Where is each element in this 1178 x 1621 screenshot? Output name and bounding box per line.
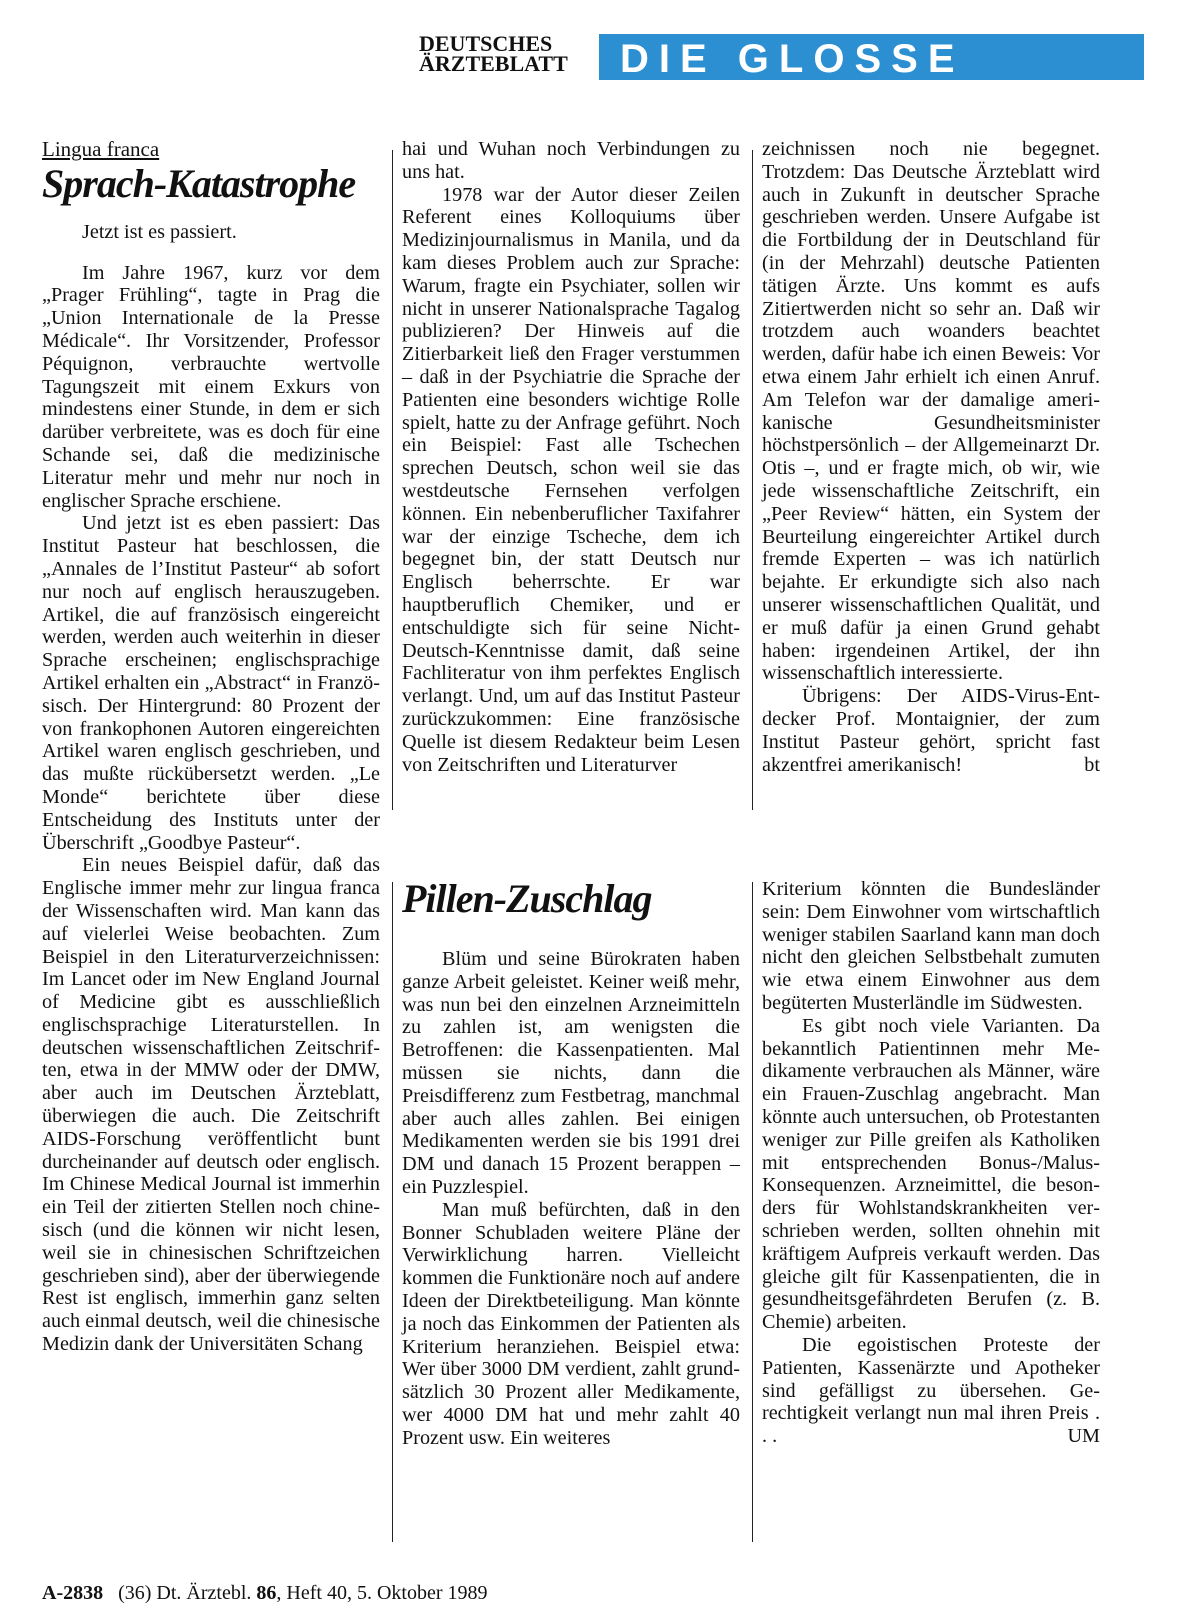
article1-paragraph: Und jetzt ist es eben passiert: Das Institut Pasteur hat beschlossen, die „Annales de l’Institut Pasteur“ ab sofort nur noch auf englisch herauszugeben. Artikel, die auf französisch eingereicht werden, werden auch weiterhin in dieser Sprache erscheinen; englischsprachige Artikel erhalten ein „Abstract“ in Französisch. Der Hintergrund: 80 Prozent der von frankophonen Autoren eingereichten Artikel waren englisch geschrieben, und das mußte rückübersetzt werden. „Le Monde“ berichtete über diese Entscheidung des Instituts unter der Überschrift „Goodbye Pasteur“. <box>42 512 380 854</box>
brand-line-1: DEUTSCHES <box>419 31 553 56</box>
volume-number: 86 <box>256 1582 277 1604</box>
section-title: DIE GLOSSE <box>620 37 965 81</box>
article2-column-2 <box>402 876 740 1450</box>
article1-paragraph: hai und Wuhan noch Verbindungen zu uns hat. <box>402 138 740 183</box>
article1-paragraph: Im Jahre 1967, kurz vor dem „Prager Frühling“, tagte in Prag die „Union Internationale de la Presse Médicale“. Ihr Vorsitzender, Professor Péquignon, verbrauchte wertvolle Tagungszeit mit einem Exkurs von mindestens einer Stunde, in dem er sich darüber verbreitete, was es doch für eine Schande sei, daß die medizinische Literatur mehr und mehr nur noch in englischer Sprache erschiene. <box>42 261 380 512</box>
article2-paragraph: Kriterium könnten die Bundesländer sein: Dem Einwohner vom wirtschaftlich weniger stabilen Saarland kann man doch nicht den gleichen Selbstbehalt zumuten wie etwa einem Einwohner aus dem begüterten Musterländle im Südwesten. <box>762 878 1100 1014</box>
article1-paragraph: zeichnissen noch nie begegnet. Trotzdem: Das Deutsche Ärzteblatt wird auch in Zukunft in deutscher Sprache geschrieben werden. Unsere Aufgabe ist die Fortbildung der in Deutschland für (in der Mehrzahl) deutsche Patienten tätigen Ärzte. Uns kommt es aufs Zitiertwerden nicht so sehr an. Daß wir trotzdem auch woanders beachtet werden, dafür habe ich einen Beweis: Vor etwa einem Jahr erhielt ich einen Anruf. Am Telefon war der damalige amerikanische Gesundheitsminister höchstpersönlich – der Allgemeinarzt Dr. Otis –, und er fragte mich, ob wir, wie jede wissenschaftliche Zeitschrift, ein „Peer Review“ hätten, ein System der Beurteilung eingereichter Artikel durch fremde Experten – was ich natürlich bejahte. Er erkundigte sich also nach unserer wissenschaftlichen Qualität, und er muß dafür ja einen Grund gehabt haben: irgendeinen Artikel, der ihn wissenschaftlich interessierte. <box>762 138 1100 685</box>
article1-kicker: Lingua franca <box>42 137 160 161</box>
article1-column-2 <box>402 138 740 776</box>
article1-signature: bt <box>1084 753 1100 776</box>
issue-info: (36) Dt. Ärztebl. <box>118 1582 257 1604</box>
article1-lead: Jetzt ist es passiert. <box>82 220 237 243</box>
article1-paragraph: 1978 war der Autor dieser Zeilen Referent eines Kolloquiums über Medizinjournalismus in Manila, und da kam dieses Problem auch zur Sprache: Warum, fragte ein Psychiater, sollen wir nicht in unserer Nationalsprache Tagalog publizieren? Der Hinweis auf die Zitierbarkeit ließ den Frager verstummen – daß in der Psychiatrie die Sprache der Patienten eine besonders wichtige Rolle spielt, hatte zu der Anfrage geführt. Noch ein Beispiel: Fast alle Tschechen sprechen Deutsch, schon weil sie das westdeutsche Fernsehen verfolgen können. Ein nebenberuflicher Taxifahrer war der einzige Tscheche, dem ich begegnet bin, der statt Deutsch nur Englisch beherrschte. Er war hauptberuflich Chemiker, und er entschuldigte sich für seine Nicht-Deutsch-Kenntnisse damit, daß seine Fachliteratur von ihm perfektes Englisch verlangt. Und, um auf das Institut Pasteur zurückzukommen: Eine französische Quelle ist diesem Redakteur beim Lesen von Zeitschriften und Literaturver <box>402 183 740 776</box>
article2-paragraph: Blüm und seine Bürokraten haben ganze Arbeit geleistet. Keiner weiß mehr, was nun bei den einzelnen Arzneimitteln zu zahlen ist, am wenigsten die Betroffenen: die Kassenpatienten. Mal müssen sie nichts, dann die Preisdifferenz zum Festbetrag, manchmal aber auch alles zahlen. Bei einigen Medikamenten werden sie bis 1991 drei DM und danach 15 Prozent berappen – ein Puzzlespiel. <box>402 948 740 1198</box>
column-rule-1 <box>392 150 393 810</box>
section-banner <box>599 34 1144 80</box>
article2-paragraph: Die egoistischen Proteste der Patienten, Kassenärzte und Apotheker sind gefälligst zu übersehen. Gerechtigkeit verlangt nun mal ihren Preis . . . <box>762 1333 1100 1448</box>
page-number: A-2838 <box>42 1582 104 1604</box>
journal-logo <box>419 31 596 76</box>
column-rule-3 <box>392 882 393 1542</box>
article2-title: Pillen-Zuschlag <box>402 876 652 921</box>
brand-line-2: ÄRZTEBLATT <box>419 51 568 76</box>
article2-signature: UM <box>1067 1425 1100 1448</box>
column-rule-2 <box>752 150 753 810</box>
article2-paragraph: Es gibt noch viele Varianten. Da bekanntlich Patientinnen mehr Medikamente verbrauchen als Männer, wäre ein Frauen-Zuschlag angebracht. Man könnte auch untersuchen, ob Protestanten weniger zur Pille greifen als Katholiken mit entsprechenden Bonus-/Malus-Konsequenzen. Arzneimittel, die besonders für Wohlstandskrankheiten verschrieben werden, sollten ohnehin mit kräftigem Aufpreis verkauft werden. Das gleiche gilt für Kassenpatienten, die in gesundheitsgefährdeten Berufen (z. B. Chemie) arbeiten. <box>762 1014 1100 1334</box>
article1-last-paragraph <box>762 685 1100 776</box>
page-footer <box>42 1582 487 1605</box>
article2-paragraph: Man muß befürchten, daß in den Bonner Schubladen weitere Pläne der Verwirklichung harren. Vielleicht kommen die Funktionäre noch auf andere Ideen der Direktbeteiligung. Man könnte ja noch das Einkommen der Patienten als Kriterium heranziehen. Beispiel etwa: Wer über 3000 DM verdient, zahlt grundsätzlich 30 Prozent aller Medikamente, wer 4000 DM hat und mehr zahlt 40 Prozent usw. Ein weiteres <box>402 1198 740 1449</box>
issue-date: , Heft 40, 5. Oktober 1989 <box>276 1582 488 1604</box>
article1-paragraph: Ein neues Beispiel dafür, daß das Englische immer mehr zur lingua franca der Wissenschaften wird. Man kann das auf vielerlei Weise beobachten. Zum Beispiel in den Literaturverzeichnissen: Im Lancet oder im New England Journal of Medicine gibt es ausschließlich englischsprachige Literaturstellen. In deutschen wissenschaftlichen Zeitschriften, etwa in der MMW oder der DMW, aber auch im Deutschen Ärzteblatt, überwiegen die auch. Die Zeitschrift AIDS-Forschung veröffentlicht bunt durcheinander auf deutsch oder englisch. Im Chinese Medical Journal ist immerhin ein Teil der zitierten Stellen noch chinesisch (und die können wir nicht lesen, weil sie in chinesischen Schriftzeichen geschrieben sind), aber der überwiegende Rest ist englisch, immerhin ganz selten auch einmal deutsch, weil die chinesische Medizin dank der Universitäten Schang <box>42 854 380 1356</box>
masthead <box>419 31 1144 84</box>
article2-last-paragraph <box>762 1334 1100 1448</box>
article1-column-1 <box>42 138 380 1356</box>
article1-title: Sprach-Katastrophe <box>42 160 356 206</box>
article2-column-3 <box>762 878 1100 1448</box>
article1-column-3 <box>762 138 1100 776</box>
column-rule-4 <box>752 882 753 1542</box>
article1-paragraph: Übrigens: Der AIDS-Virus-Entdecker Prof. Montaignier, der zum Institut Pasteur gehört, spricht fast akzentfrei amerikanisch! <box>762 685 1100 776</box>
